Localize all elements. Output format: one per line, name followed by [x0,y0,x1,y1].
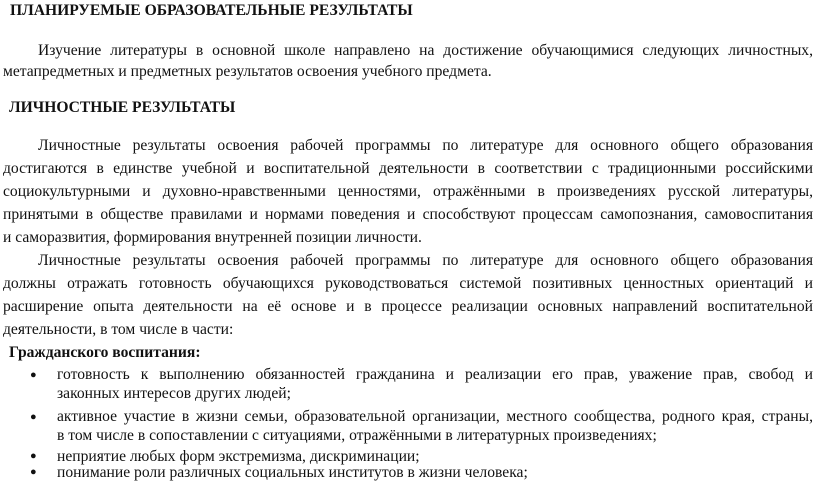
bullet-icon: ● [30,466,37,478]
para2-line-3: расширение опыта деятельности на её основе и в процессе реализации основных направлений воспитательной [3,298,813,315]
intro-line-2: метапредметных и предметных результатов освоения учебного предмета. [3,63,492,80]
civic-item-2-line-1: активное участие в жизни семьи, образовательной организации, местного сообщества, родного края, страны, [57,408,813,425]
civic-heading: Гражданского воспитания: [9,344,201,361]
para1-line-2: достигаются в единстве учебной и воспитательной деятельности в соответствии с традиционными российскими [3,160,813,177]
personal-results-heading: ЛИЧНОСТНЫЕ РЕЗУЛЬТАТЫ [9,99,236,116]
civic-item-1-line-2: законных интересов других людей; [57,385,291,402]
para1-line-1: Личностные результаты освоения рабочей программы по литературе для основного общего образования [38,137,813,154]
intro-line-1: Изучение литературы в основной школе направлено на достижение обучающимися следующих личностных, [38,42,813,59]
para1-line-5: и саморазвития, формирования внутренней позиции личности. [3,229,422,246]
civic-item-3: неприятие любых форм экстремизма, дискриминации; [57,448,420,465]
para2-line-4: деятельности, в том числе в части: [3,321,234,338]
bullet-icon: ● [30,450,37,462]
para2-line-1: Личностные результаты освоения рабочей программы по литературе для основного общего образования [38,252,813,269]
para1-line-4: принятыми в обществе правилами и нормами поведения и способствуют процессам самопознания, самовоспитания [3,206,813,223]
para2-line-2: должны отражать готовность обучающихся руководствоваться системой позитивных ценностных ориентаций и [3,275,813,292]
bullet-icon: ● [30,369,37,381]
civic-item-4: понимание роли различных социальных институтов в жизни человека; [57,464,528,481]
civic-item-2-line-2: в том числе в сопоставлении с ситуациями, отражёнными в литературных произведениях; [57,427,657,444]
main-heading: ПЛАНИРУЕМЫЕ ОБРАЗОВАТЕЛЬНЫЕ РЕЗУЛЬТАТЫ [10,2,413,19]
para1-line-3: социокультурными и духовно-нравственными ценностями, отражёнными в произведениях русской литературы, [3,183,813,200]
bullet-icon: ● [30,411,37,423]
civic-item-1-line-1: готовность к выполнению обязанностей гражданина и реализации его прав, уважение прав, свобод и [57,366,813,383]
